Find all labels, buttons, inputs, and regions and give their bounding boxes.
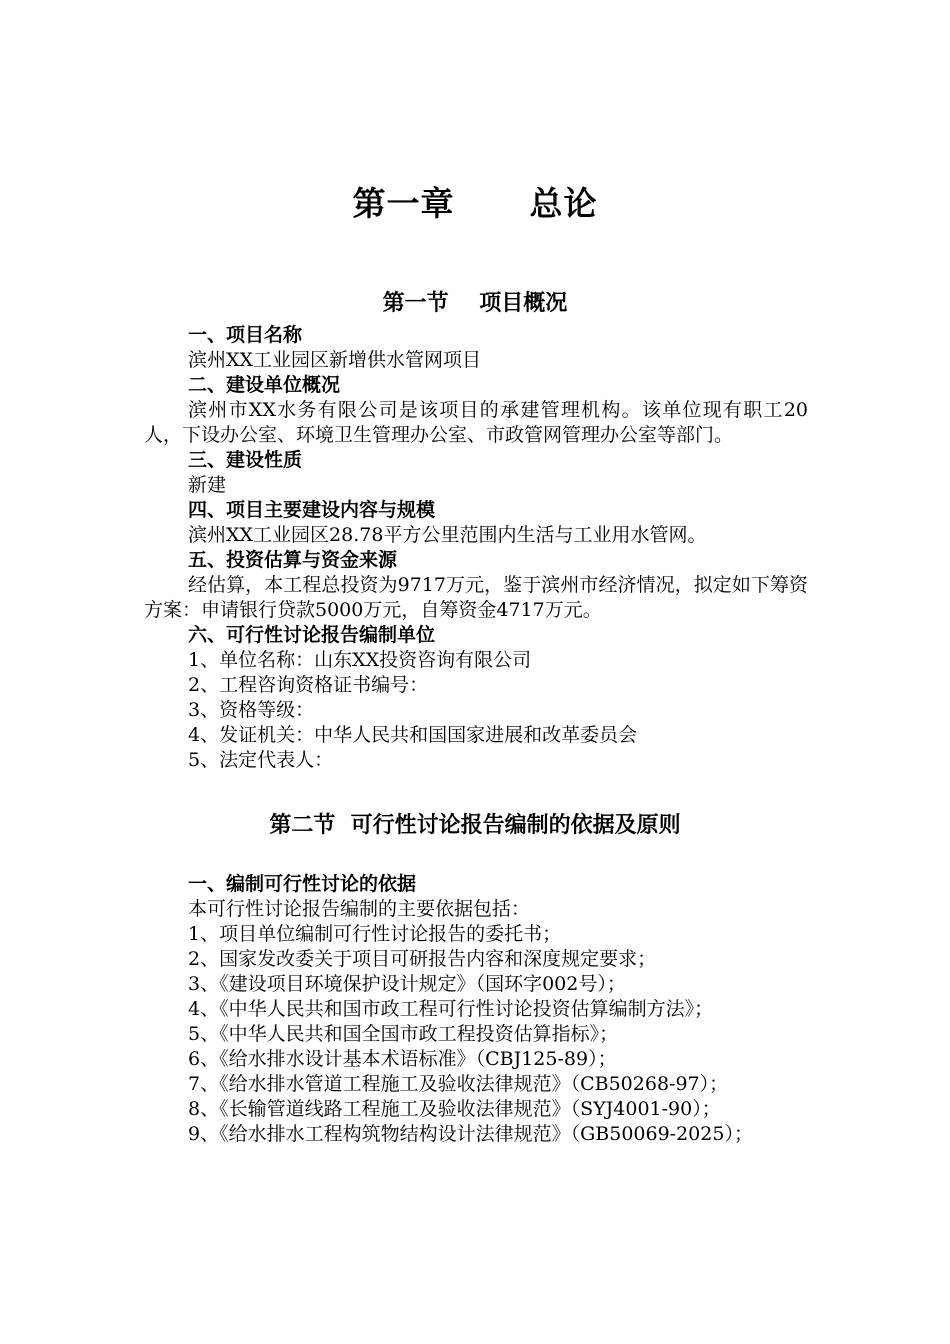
item-text: 滨州XX工业园区28.78平方公里范围内生活与工业用水管网。 [188, 524, 707, 546]
section2-content [144, 872, 808, 1147]
item-heading: 三、建设性质 [188, 449, 303, 471]
item-heading: 二、建设单位概况 [188, 374, 341, 396]
item-heading: 一、项目名称 [188, 324, 303, 346]
item-heading: 四、项目主要建设内容与规模 [188, 499, 436, 521]
basis-item: 1、项目单位编制可行性讨论报告的委托书； [188, 923, 562, 945]
basis-item: 9、《给水排水工程构筑物结构设计法律规范》（GB50069-2025）； [188, 1123, 753, 1145]
unit-line: 2、工程咨询资格证书编号： [188, 674, 429, 696]
basis-heading: 一、编制可行性讨论的依据 [188, 873, 417, 895]
item-text: 新建 [188, 474, 227, 496]
item-heading: 五、投资估算与资金来源 [188, 549, 398, 571]
basis-item: 3、《建设项目环境保护设计规定》（国环字002号）； [188, 973, 626, 995]
section-title-2: 第二节 可行性讨论报告编制的依据及原则 [269, 813, 681, 838]
section1-content [144, 323, 808, 773]
basis-item: 8、《长输管道线路工程施工及验收法律规范》（SYJ4001-90）； [188, 1098, 721, 1120]
item-heading: 六、可行性讨论报告编制单位 [188, 624, 436, 646]
basis-item: 7、《给水排水管道工程施工及验收法律规范》（CB50268-97）； [188, 1073, 729, 1095]
basis-item: 4、《中华人民共和国市政工程可行性讨论投资估算编制方法》； [188, 998, 714, 1020]
basis-item: 5、《中华人民共和国全国市政工程投资估算指标》； [188, 1023, 619, 1045]
item-text: 滨州XX工业园区新增供水管网项目 [188, 349, 482, 371]
unit-line: 3、资格等级： [188, 699, 315, 721]
unit-line: 5、法定代表人： [188, 749, 334, 771]
unit-line: 1、单位名称：山东XX投资咨询有限公司 [188, 649, 532, 671]
unit-line: 4、发证机关：中华人民共和国国家进展和改革委员会 [188, 724, 638, 746]
basis-item: 2、国家发改委关于项目可研报告内容和深度规定要求； [188, 948, 657, 970]
basis-item: 6、《给水排水设计基本术语标准》（CBJ125-89）； [188, 1048, 617, 1070]
chapter-title: 第一章 总论 [352, 184, 598, 223]
item-paragraph: 滨州市XX水务有限公司是该项目的承建管理机构。该单位现有职工20人，下设办公室、环境卫生管理办公室、市政管网管理办公室等部门。 [144, 399, 808, 446]
section-title-1: 第一节 项目概况 [382, 291, 568, 316]
basis-intro: 本可行性讨论报告编制的主要依据包括： [188, 898, 531, 920]
item-paragraph: 经估算，本工程总投资为9717万元，鉴于滨州市经济情况，拟定如下筹资方案：申请银行贷款5000万元，自筹资金4717万元。 [144, 574, 808, 621]
